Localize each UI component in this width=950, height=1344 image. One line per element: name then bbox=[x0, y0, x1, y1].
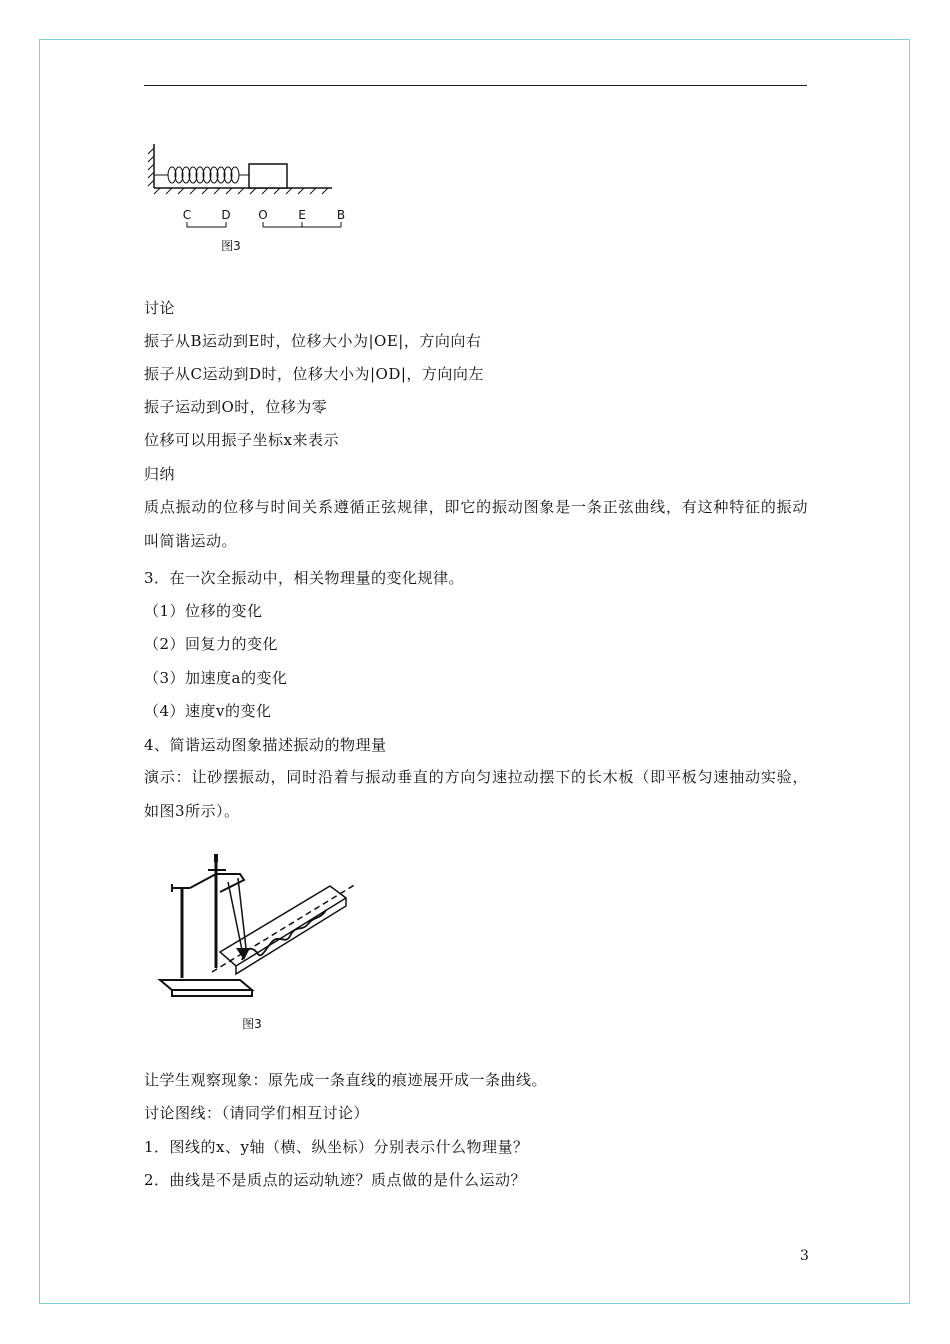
point-label-b: B bbox=[336, 208, 346, 222]
point-label-o: O bbox=[258, 208, 268, 222]
summary-paragraph: 质点振动的位移与时间关系遵循正弦规律，即它的振动图象是一条正弦曲线，有这种特征的振动叫简谐运动。 bbox=[144, 498, 808, 550]
question-2: 2．曲线是不是质点的运动轨迹？质点做的是什么运动？ bbox=[144, 1171, 527, 1189]
discussion-line-2: 振子从C运动到D时，位移大小为|OD|，方向向左 bbox=[144, 365, 484, 383]
demo-paragraph: 演示：让砂摆振动，同时沿着与振动垂直的方向匀速拉动摆下的长木板（即平板匀速抽动实验，如图3所示）。 bbox=[144, 768, 808, 820]
section3-item-2: （2）回复力的变化 bbox=[144, 635, 279, 653]
section3-title: 3．在一次全振动中，相关物理量的变化规律。 bbox=[144, 569, 465, 587]
observe-line: 让学生观察现象：原先成一条直线的痕迹展开成一条曲线。 bbox=[144, 1071, 548, 1089]
discussion-line-1: 振子从B运动到E时，位移大小为|OE|，方向向右 bbox=[144, 332, 482, 350]
section3-item-4: （4）速度v的变化 bbox=[144, 702, 272, 720]
summary-heading: 归纳 bbox=[144, 465, 176, 483]
section4-title: 4、简谐运动图象描述振动的物理量 bbox=[144, 736, 387, 754]
spring-oscillator-figure bbox=[140, 138, 360, 258]
point-label-e: E bbox=[298, 208, 306, 222]
point-label-d: D bbox=[221, 208, 231, 222]
point-label-c: C bbox=[182, 208, 192, 222]
page-number: 3 bbox=[800, 1248, 809, 1264]
figure1-caption: 图3 bbox=[221, 239, 241, 253]
section3-item-1: （1）位移的变化 bbox=[144, 602, 263, 620]
section3-item-3: （3）加速度a的变化 bbox=[144, 669, 288, 687]
header-rule bbox=[144, 85, 807, 86]
discussion-heading: 讨论 bbox=[144, 299, 176, 317]
discussion-line-4: 位移可以用振子坐标x来表示 bbox=[144, 431, 339, 449]
discussion-line-3: 振子运动到O时，位移为零 bbox=[144, 398, 328, 416]
figure2-caption: 图3 bbox=[242, 1017, 262, 1031]
sand-pendulum-figure bbox=[150, 848, 370, 1038]
question-1: 1．图线的x、y轴（横、纵坐标）分别表示什么物理量？ bbox=[144, 1138, 529, 1156]
discuss-graph-line: 讨论图线：（请同学们相互讨论） bbox=[144, 1104, 370, 1122]
